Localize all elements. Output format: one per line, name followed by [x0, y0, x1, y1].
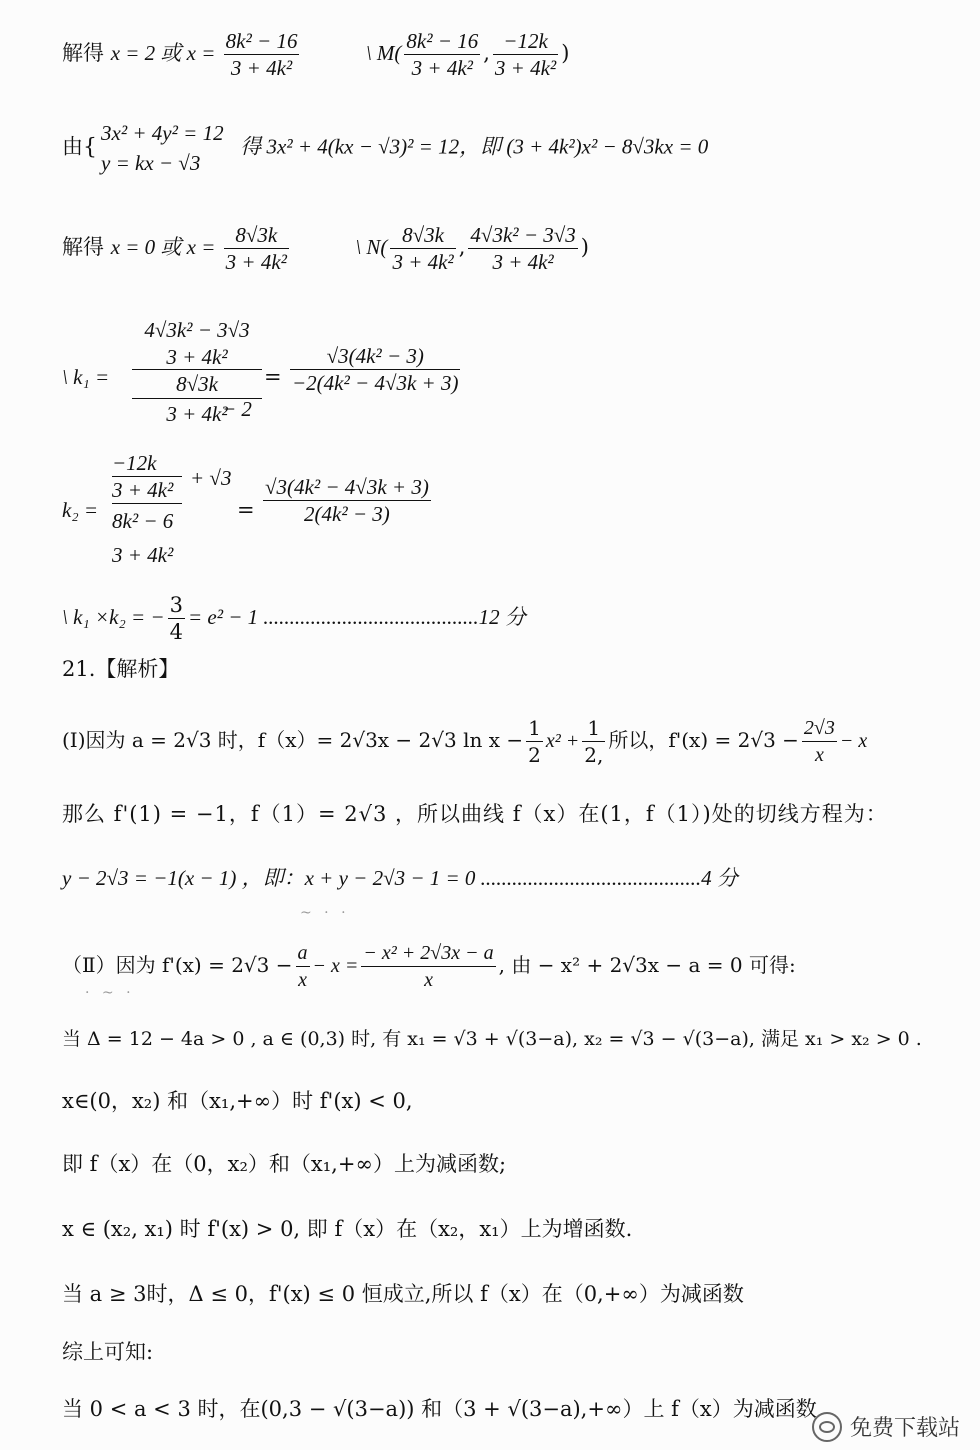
equation: y = kx − √3	[101, 151, 201, 175]
solution-line-2	[62, 118, 708, 178]
text-line: y − 2√3 = −1(x − 1) ，即：x + y − 2√3 − 1 = 0 ..........................................4 分	[62, 866, 738, 890]
numerator: 1	[528, 716, 541, 740]
denominator: 8k² − 6	[112, 509, 174, 533]
brace-icon: {	[83, 135, 97, 160]
k1-label: \ k₁ =	[62, 365, 110, 389]
solution-line-16	[62, 1280, 744, 1308]
solution-line-18	[62, 1395, 817, 1423]
text-equation: + √3	[190, 466, 232, 490]
numerator: −12k	[112, 451, 157, 475]
numerator: − x² + 2√3x − a	[361, 940, 495, 967]
text-equation: , 由 − x² + 2√3x − a = 0 可得:	[498, 953, 796, 977]
solution-line-11	[62, 940, 796, 993]
denominator: 3 + 4k²	[494, 56, 557, 80]
denominator: 4	[169, 620, 183, 644]
denominator: x	[298, 969, 307, 991]
denominator: 2,	[584, 743, 604, 767]
text-equation: x = 2 或 x =	[110, 41, 221, 65]
numerator: a	[296, 940, 310, 967]
text-line: 综上可知:	[62, 1340, 154, 1364]
denominator: x	[424, 969, 433, 991]
solution-line-10	[62, 864, 738, 892]
solution-line-15	[62, 1215, 632, 1243]
numerator: √3(4k² − 3)	[290, 343, 460, 370]
denominator: 3 + 4k²	[392, 250, 454, 274]
watermark	[812, 1411, 960, 1442]
text-line: 当 Δ = 12 − 4a > 0 , a ∈ (0,3) 时, 有 x₁ = √3 + √(3−a), x₂ = √3 − √(3−a), 满足 x₁ > x₂ > 0 .	[62, 1028, 922, 1050]
denominator: 3 + 4k²	[411, 56, 473, 80]
fraction	[526, 715, 543, 768]
solution-line-14	[62, 1150, 506, 1178]
paren: )	[580, 235, 589, 259]
section-heading	[62, 655, 179, 683]
numerator: 3 + 4k²	[132, 345, 262, 370]
fraction	[263, 474, 431, 527]
denominator: 3 + 4k²	[492, 250, 554, 274]
numerator: 8√3k	[390, 222, 455, 249]
text-equation: − x =	[312, 955, 359, 977]
text-equation: （Ⅱ）因为 f'(x) = 2√3 −	[62, 953, 293, 977]
text-prefix: 解得	[62, 235, 104, 259]
text-equation: x² +	[545, 730, 580, 752]
text-equation: 所以，f'(x) = 2√3 −	[608, 728, 799, 752]
numerator: 3 + 4k²	[112, 476, 182, 504]
fraction	[290, 343, 460, 396]
text-equation: − x	[839, 730, 868, 752]
equals-sign: =	[264, 365, 282, 389]
numerator: 1	[582, 715, 605, 742]
fraction	[390, 222, 455, 275]
text-line: 当 a ≥ 3时，Δ ≤ 0，f'(x) ≤ 0 恒成立,所以 f（x）在（0,+∞）为减函数	[62, 1282, 744, 1306]
solution-line-9	[62, 800, 888, 828]
solution-line-3: 解得 x = 0 或 x = $\frac{8√3k}{\text{3 + 4k²}}$ \ N( $\frac{8√3k}{\text{3 + 4k²}}$ , $\frac{\text{4√3k² − 3√3}}{\text{3 + 4k²}}$ )	[62, 223, 589, 274]
text-equation: x = 0 或 x =	[110, 235, 221, 259]
solution-line-1: 解得 x = 2 或 x = $\frac{\text{8k² − 16}}{\text{3 + 4k²}}$ \ M( $\frac{\text{8k² − 16}}{\text{3 + 4k²}}$ , $\frac{-12k}{\text{3 + 4k²}}$ )	[62, 29, 570, 80]
numerator: 4√3k² − 3√3	[470, 223, 576, 247]
numerator: 4√3k² − 3√3	[144, 318, 250, 342]
numerator: −12k	[493, 28, 558, 55]
text-line: 当 0 < a < 3 时，在(0,3 − √(3−a)) 和（3 + √(3−a),+∞）上 f（x）为减函数	[62, 1397, 817, 1421]
denominator: 8√3k	[132, 370, 262, 399]
numerator: 8√3k	[224, 222, 289, 249]
numerator: 3	[169, 593, 183, 617]
point-n-label: \ N(	[355, 235, 388, 259]
numerator: 8k² − 16	[225, 29, 298, 53]
numerator: √3(4k² − 4√3k + 3)	[265, 475, 429, 499]
denominator: 3 + 4k²	[166, 402, 228, 426]
text-prefix: 解得	[62, 41, 104, 65]
text-line: x ∈ (x₂, x₁) 时 f'(x) > 0, 即 f（x）在（x₂，x₁）上为增函数.	[62, 1217, 633, 1241]
scan-noise: · ~ ·	[85, 985, 135, 1001]
denominator: 3 + 4k²	[230, 56, 293, 80]
text-equation: = e² − 1 .........................................12 分	[187, 605, 526, 629]
fraction	[468, 222, 577, 275]
paren: )	[561, 41, 570, 65]
equals-sign: =	[237, 498, 255, 522]
numerator: 2√3	[802, 715, 837, 742]
text-equation: \ k₁ ×k₂ = −	[62, 605, 165, 629]
text-equation: (Ⅰ)因为 a = 2√3 时，f（x）= 2√3x − 2√3 ln x −	[62, 728, 524, 752]
text-line: x∈(0，x₂) 和（x₁,+∞）时 f'(x) < 0,	[62, 1089, 413, 1113]
text-equation: − 2	[222, 397, 252, 421]
equation: 3x² + 4y² = 12	[101, 121, 224, 145]
denominator: 3 + 4k²	[225, 250, 287, 274]
text-line: 那么 f'(1) = −1，f（1）= 2√3 ，所以曲线 f（x）在(1，f（1）)处的切线方程为：	[62, 802, 888, 826]
fraction	[224, 28, 300, 81]
solution-line-17	[62, 1338, 153, 1366]
solution-line-6	[62, 592, 526, 645]
wechat-icon	[812, 1412, 842, 1442]
numerator: 8k² − 16	[406, 29, 479, 53]
fraction	[404, 28, 480, 81]
point-m-label: \ M(	[365, 41, 402, 65]
watermark-text: 免费下载站	[849, 1416, 960, 1441]
text-line: 即 f（x）在（0，x₂）和（x₁,+∞）上为减函数;	[62, 1152, 507, 1176]
text-prefix: 由	[62, 134, 83, 159]
solution-line-12	[62, 1025, 922, 1053]
fraction	[224, 222, 289, 275]
fraction	[296, 940, 310, 993]
denominator: 2(4k² − 3)	[304, 502, 390, 526]
fraction	[493, 28, 558, 81]
denominator: x	[814, 744, 824, 766]
solution-line-8	[62, 715, 867, 768]
denominator: −2(4k² − 4√3k + 3)	[292, 371, 459, 395]
fraction	[361, 940, 495, 993]
k2-label: k₂ =	[62, 498, 99, 522]
fraction	[168, 592, 185, 645]
fraction	[582, 715, 605, 768]
heading-text: 21.【解析】	[62, 657, 180, 681]
denominator: 2	[528, 743, 541, 767]
fraction	[802, 715, 837, 768]
scan-noise: ~ · ·	[300, 905, 350, 921]
denominator: 3 + 4k²	[112, 543, 174, 567]
equation-system	[101, 118, 224, 178]
solution-line-13	[62, 1087, 413, 1115]
text-equation: 得 3x² + 4(kx − √3)² = 12，即 (3 + 4k²)x² − 8√3kx = 0	[240, 134, 709, 159]
